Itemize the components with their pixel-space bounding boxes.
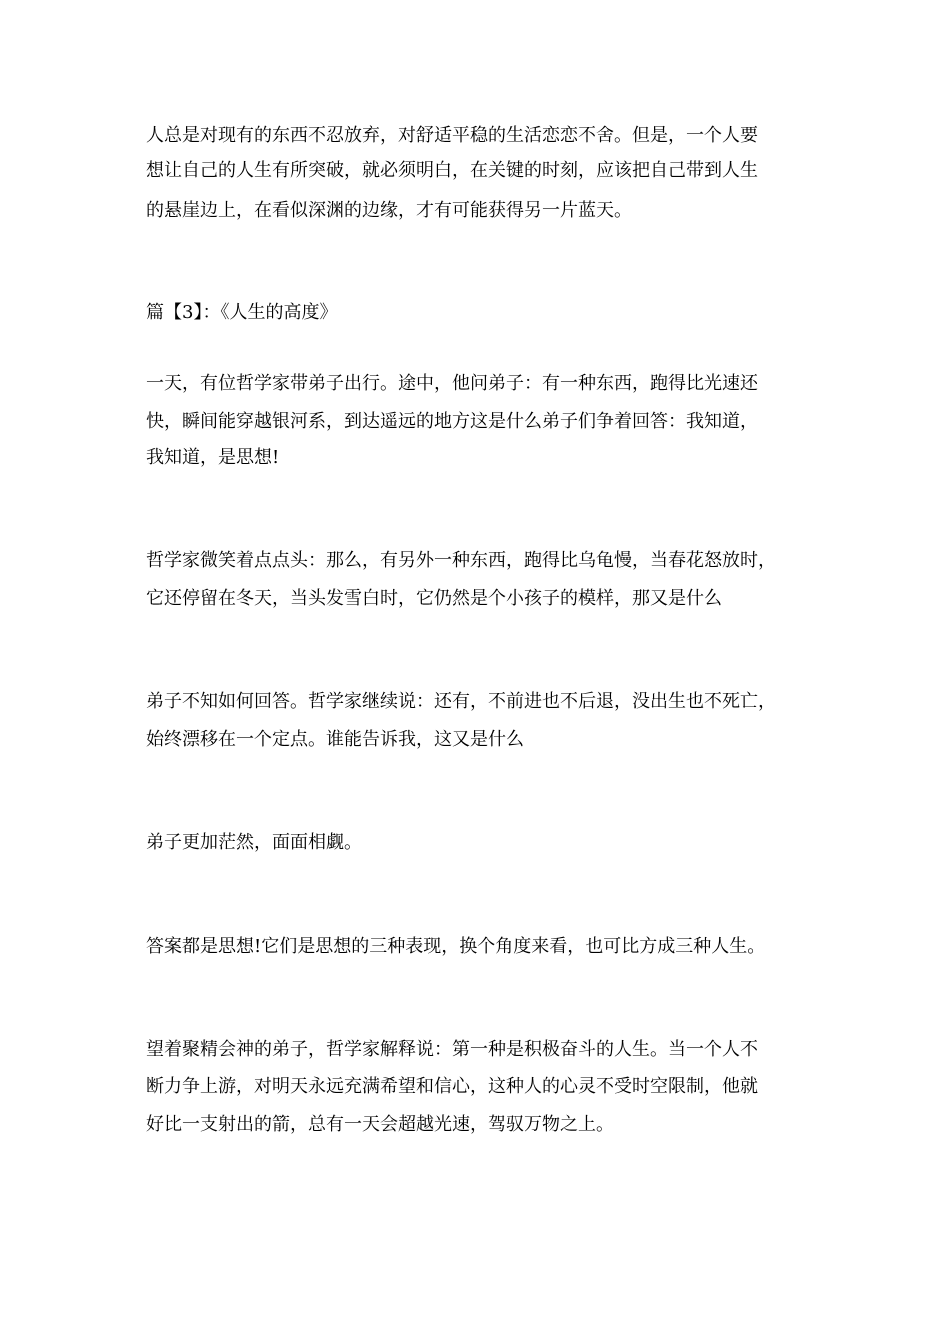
- text-line: 答案都是思想!它们是思想的三种表现，换个角度来看，也可比方成三种人生。: [146, 936, 766, 957]
- text-line: 断力争上游，对明天永远充满希望和信心，这种人的心灵不受时空限制，他就: [146, 1076, 758, 1097]
- text-line: 弟子更加茫然，面面相觑。: [146, 832, 362, 853]
- text-line: 我知道，是思想!: [146, 447, 280, 468]
- text-line: 望着聚精会神的弟子，哲学家解释说：第一种是积极奋斗的人生。当一个人不: [146, 1039, 758, 1060]
- text-line: 想让自己的人生有所突破，就必须明白，在关键的时刻，应该把自己带到人生: [146, 160, 758, 181]
- text-line: 哲学家微笑着点点头：那么，有另外一种东西，跑得比乌龟慢，当春花怒放时，: [146, 550, 776, 571]
- text-line: 它还停留在冬天，当头发雪白时，它仍然是个小孩子的模样，那又是什么: [146, 588, 722, 609]
- text-line: 始终漂移在一个定点。谁能告诉我，这又是什么: [146, 729, 524, 750]
- text-line: 人总是对现有的东西不忍放弃，对舒适平稳的生活恋恋不舍。但是，一个人要: [146, 125, 758, 146]
- text-line: 一天，有位哲学家带弟子出行。途中，他问弟子：有一种东西，跑得比光速还: [146, 373, 758, 394]
- text-line: 好比一支射出的箭，总有一天会超越光速，驾驭万物之上。: [146, 1114, 614, 1135]
- text-line: 快，瞬间能穿越银河系，到达遥远的地方这是什么弟子们争着回答：我知道，: [146, 411, 758, 432]
- text-line: 的悬崖边上，在看似深渊的边缘，才有可能获得另一片蓝天。: [146, 200, 632, 221]
- section-title: 篇【3】：《人生的高度》: [146, 302, 338, 323]
- text-line: 弟子不知如何回答。哲学家继续说：还有，不前进也不后退，没出生也不死亡，: [146, 691, 776, 712]
